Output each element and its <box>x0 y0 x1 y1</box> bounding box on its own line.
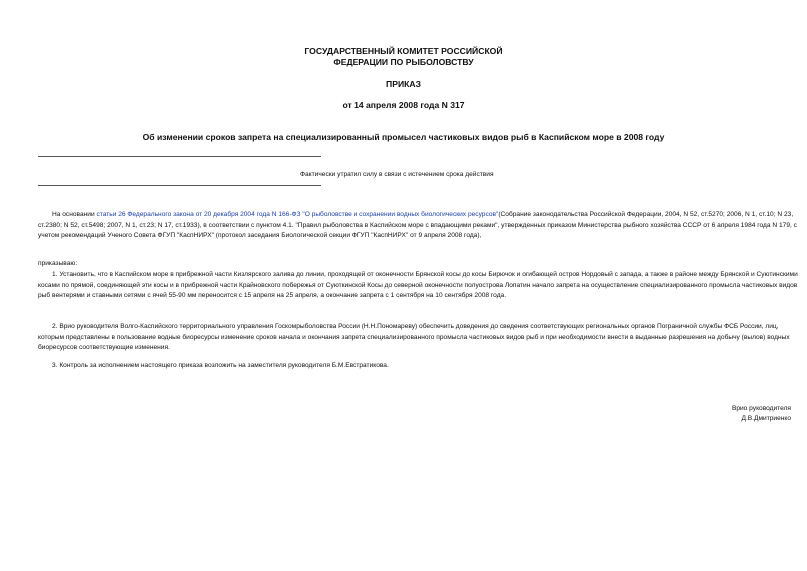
preamble-rest: (Собрание законодательства Российской Федерации, 2004, N 52, ст.5270; 2006, N 1, ст.10; N 23, ст.2380; N 52, ст.5498; 2007, N 1, ст.23; N 17, ст.1933), в соответствии с пунктом 4.1. "Правил рыболовства в Каспийском море с впадающими реками", утвержденных приказом Министерства рыбного хозяйства СССР от 6 апреля 1984 года N 179, с учетом рекомендаций Ученого Совета ФГУП "КаспНИРХ" (протокол заседания Биологической секции ФГУП "КаспНИРХ" от 9 апреля 2008 года), <box>38 211 797 239</box>
doc-type: ПРИКАЗ <box>386 79 421 89</box>
order-item-1 <box>38 270 805 302</box>
org-name-line2: ФЕДЕРАЦИИ ПО РЫБОЛОВСТВУ <box>333 57 474 67</box>
order-item-2 <box>38 322 805 354</box>
doc-title: Об изменении сроков запрета на специализированный промысел частиковых видов рыб в Каспийском море в 2008 году <box>142 132 665 142</box>
doc-date: от 14 апреля 2008 года N 317 <box>342 100 465 110</box>
divider-bottom <box>38 185 321 186</box>
law-link[interactable]: статьи 26 Федерального закона от 20 декабря 2004 года N 166-ФЗ "О рыболовстве и сохранении водных биологических ресурсов" <box>96 211 499 218</box>
order-item-text: 3. Контроль за исполнением настоящего приказа возложить на заместителя руководителя Б.М.Евстратикова. <box>52 362 389 369</box>
order-item-3 <box>38 361 805 372</box>
preamble-prefix: На основании <box>52 211 97 218</box>
order-item-text: 2. Врио руководителя Волго-Каспийского территориального управления Госкомрыболовства России (Н.Н.Пономареву) обеспечить доведения до сведения соответствующих региональных органов Пограничной службы ФСБ России, лиц, которым представлены в пользование водные биоресурсы изменение сроков начала и окончания запрета специализированного промысла частиковых видов рыб и при необходимости внести в выданные разрешения на добычу (вылов) водных биоресурсов соответствующие изменения. <box>38 323 790 351</box>
org-name-line1: ГОСУДАРСТВЕННЫЙ КОМИТЕТ РОССИЙСКОЙ <box>304 46 503 56</box>
order-item-text: 1. Установить, что в Каспийском море в прибрежной части Кизлярского залива до линии, проходящей от оконечности Брянской косы до косы Бирючок и огибающей остров Нордовый с запада, а также в районе между Брянской и Суютинскими косами по прямой, соединяющей эти косы и в прибрежной части Крайновского побережья от Суюткинской Косы до северной оконечности полуострова Лопатин начало запрета на осуществление специализированного промысла частиковых видов рыб вентерями и ставными сетями с ячей 55-90 мм переносится с 15 апреля на 25 апреля, а окончание запрета с 1 сентября на 10 сентября 2008 года. <box>38 271 798 299</box>
signature-name: Д.В.Дмитриенко <box>741 415 791 422</box>
signature-position: Врио руководителя <box>731 405 791 412</box>
divider-top <box>38 156 321 157</box>
order-word: приказываю: <box>38 260 78 267</box>
preamble <box>38 210 805 242</box>
status-note: Фактически утратил силу в связи с истечением срока действия <box>300 171 494 178</box>
